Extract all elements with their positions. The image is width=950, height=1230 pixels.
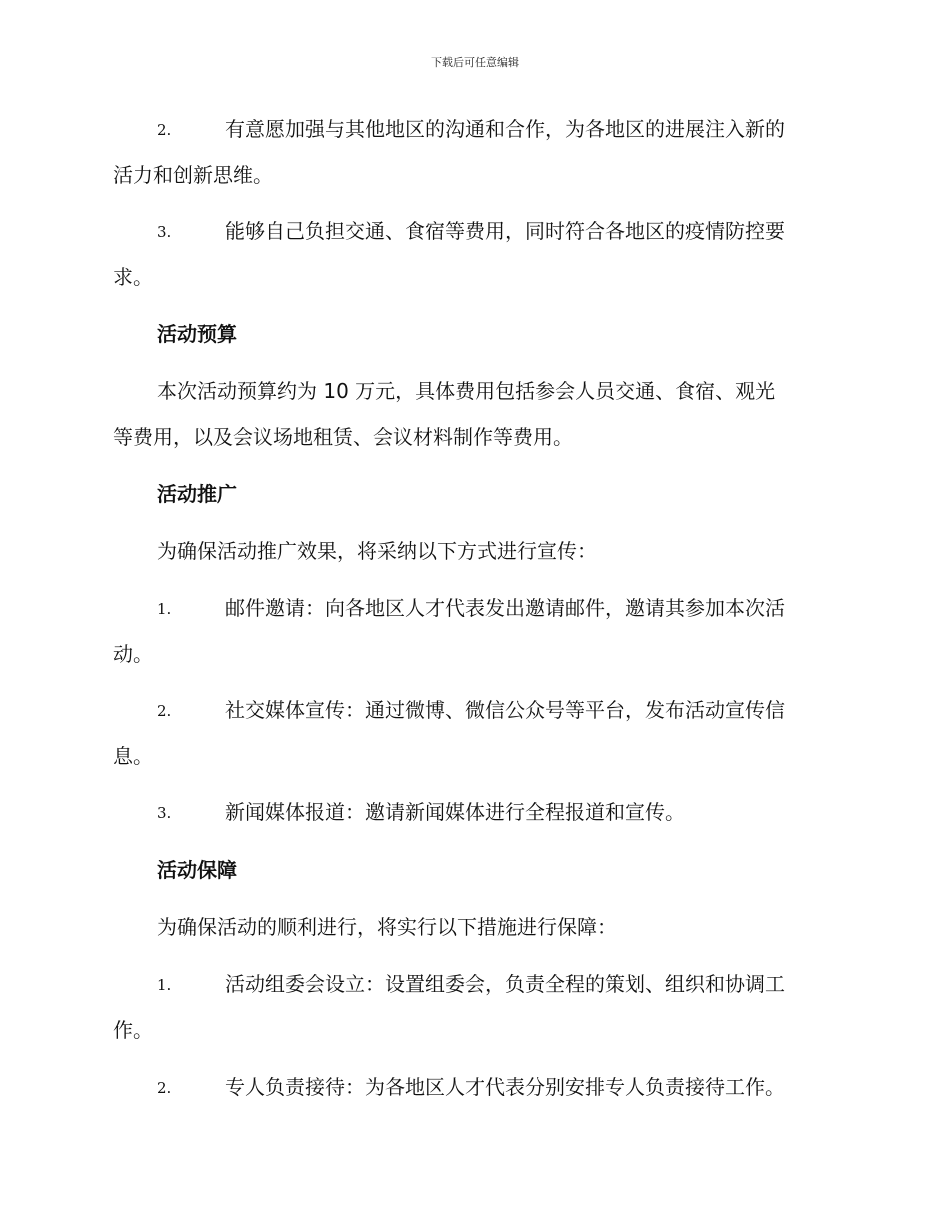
page-header-note: 下载后可任意编辑 bbox=[431, 56, 519, 69]
list-number: 3. bbox=[157, 804, 172, 822]
list-number: 1. bbox=[157, 600, 172, 618]
list-item-text-continued: 息。 bbox=[113, 744, 153, 768]
list-number: 2. bbox=[157, 121, 172, 139]
section-heading-promotion: 活动推广 bbox=[157, 482, 237, 506]
budget-paragraph: 本次活动预算约为 10 万元，具体费用包括参会人员交通、食宿、观光 bbox=[157, 379, 776, 403]
list-number: 3. bbox=[157, 223, 172, 241]
list-item-text-continued: 动。 bbox=[113, 642, 153, 666]
list-item-text: 有意愿加强与其他地区的沟通和合作，为各地区的进展注入新的 bbox=[225, 117, 785, 141]
list-item-text: 社交媒体宣传：通过微博、微信公众号等平台，发布活动宣传信 bbox=[225, 698, 785, 722]
list-item-text-continued: 求。 bbox=[113, 265, 153, 289]
list-item-text: 活动组委会设立：设置组委会，负责全程的策划、组织和协调工 bbox=[225, 972, 785, 996]
list-number: 1. bbox=[157, 976, 172, 994]
budget-paragraph-continued: 等费用，以及会议场地租赁、会议材料制作等费用。 bbox=[113, 425, 573, 449]
list-item-text: 邮件邀请：向各地区人才代表发出邀请邮件，邀请其参加本次活 bbox=[225, 596, 785, 620]
list-item-text: 专人负责接待：为各地区人才代表分别安排专人负责接待工作。 bbox=[225, 1075, 785, 1099]
list-item-text: 新闻媒体报道：邀请新闻媒体进行全程报道和宣传。 bbox=[225, 800, 685, 824]
promotion-intro: 为确保活动推广效果，将采纳以下方式进行宣传： bbox=[157, 539, 597, 563]
section-heading-budget: 活动预算 bbox=[157, 322, 237, 346]
section-heading-guarantee: 活动保障 bbox=[157, 858, 237, 882]
list-number: 2. bbox=[157, 1079, 172, 1097]
list-number: 2. bbox=[157, 702, 172, 720]
list-item-text: 能够自己负担交通、食宿等费用，同时符合各地区的疫情防控要 bbox=[225, 219, 785, 243]
list-item-text-continued: 作。 bbox=[113, 1018, 153, 1042]
list-item-text-continued: 活力和创新思维。 bbox=[113, 163, 273, 187]
guarantee-intro: 为确保活动的顺利进行，将实行以下措施进行保障： bbox=[157, 915, 617, 939]
